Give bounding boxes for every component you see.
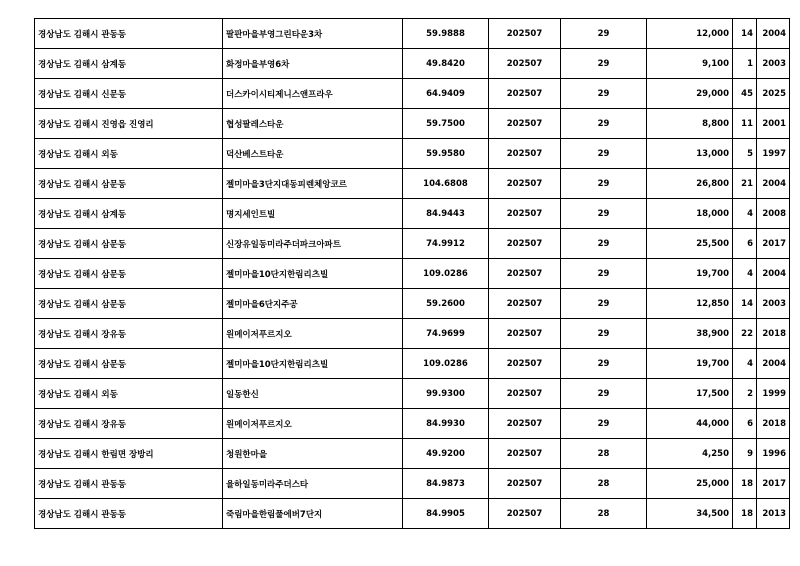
table-row bbox=[35, 409, 790, 439]
contract-month-cell: 202507 bbox=[489, 319, 561, 349]
contract-day-cell: 29 bbox=[561, 409, 647, 439]
price-cell: 18,000 bbox=[647, 199, 733, 229]
complex-name-cell: 젤미마을10단지한림리츠빌 bbox=[223, 259, 403, 289]
address-cell: 경상남도 김해시 삼문동 bbox=[35, 169, 223, 199]
table-row bbox=[35, 349, 790, 379]
complex-name-cell: 율하일동미라주더스타 bbox=[223, 469, 403, 499]
contract-day-cell: 29 bbox=[561, 139, 647, 169]
area-cell: 109.0286 bbox=[403, 259, 489, 289]
table-row bbox=[35, 79, 790, 109]
contract-month-cell: 202507 bbox=[489, 379, 561, 409]
build-year-cell: 2013 bbox=[757, 499, 790, 529]
contract-day-cell: 29 bbox=[561, 199, 647, 229]
build-year-cell: 1996 bbox=[757, 439, 790, 469]
price-cell: 44,000 bbox=[647, 409, 733, 439]
contract-day-cell: 29 bbox=[561, 289, 647, 319]
complex-name-cell: 원메이저푸르지오 bbox=[223, 409, 403, 439]
table-row bbox=[35, 139, 790, 169]
area-cell: 84.9930 bbox=[403, 409, 489, 439]
address-cell: 경상남도 김해시 삼계동 bbox=[35, 49, 223, 79]
contract-month-cell: 202507 bbox=[489, 169, 561, 199]
build-year-cell: 1999 bbox=[757, 379, 790, 409]
complex-name-cell: 더스카이시티제니스앤프라우 bbox=[223, 79, 403, 109]
contract-month-cell: 202507 bbox=[489, 439, 561, 469]
table-row bbox=[35, 199, 790, 229]
table-row bbox=[35, 49, 790, 79]
transaction-sheet bbox=[34, 18, 789, 542]
price-cell: 25,500 bbox=[647, 229, 733, 259]
area-cell: 84.9905 bbox=[403, 499, 489, 529]
contract-day-cell: 29 bbox=[561, 379, 647, 409]
build-year-cell: 2018 bbox=[757, 409, 790, 439]
area-cell: 84.9443 bbox=[403, 199, 489, 229]
price-cell: 19,700 bbox=[647, 259, 733, 289]
address-cell: 경상남도 김해시 관동동 bbox=[35, 469, 223, 499]
build-year-cell: 2004 bbox=[757, 259, 790, 289]
contract-day-cell: 28 bbox=[561, 469, 647, 499]
address-cell: 경상남도 김해시 관동동 bbox=[35, 499, 223, 529]
area-cell: 64.9409 bbox=[403, 79, 489, 109]
address-cell: 경상남도 김해시 삼문동 bbox=[35, 349, 223, 379]
contract-day-cell: 29 bbox=[561, 169, 647, 199]
contract-month-cell: 202507 bbox=[489, 289, 561, 319]
contract-month-cell: 202507 bbox=[489, 469, 561, 499]
contract-month-cell: 202507 bbox=[489, 229, 561, 259]
build-year-cell: 2004 bbox=[757, 349, 790, 379]
area-cell: 59.9580 bbox=[403, 139, 489, 169]
price-cell: 17,500 bbox=[647, 379, 733, 409]
contract-month-cell: 202507 bbox=[489, 79, 561, 109]
transaction-table bbox=[34, 18, 790, 529]
complex-name-cell: 죽림마을한림풀에버7단지 bbox=[223, 499, 403, 529]
floor-cell: 4 bbox=[733, 199, 757, 229]
table-row bbox=[35, 169, 790, 199]
price-cell: 26,800 bbox=[647, 169, 733, 199]
contract-day-cell: 29 bbox=[561, 109, 647, 139]
floor-cell: 14 bbox=[733, 19, 757, 49]
address-cell: 경상남도 김해시 한림면 장방리 bbox=[35, 439, 223, 469]
contract-day-cell: 29 bbox=[561, 49, 647, 79]
area-cell: 74.9699 bbox=[403, 319, 489, 349]
address-cell: 경상남도 김해시 삼문동 bbox=[35, 229, 223, 259]
address-cell: 경상남도 김해시 삼문동 bbox=[35, 259, 223, 289]
complex-name-cell: 팔판마을부영그린타운3차 bbox=[223, 19, 403, 49]
price-cell: 8,800 bbox=[647, 109, 733, 139]
complex-name-cell: 원메이저푸르지오 bbox=[223, 319, 403, 349]
contract-day-cell: 28 bbox=[561, 499, 647, 529]
complex-name-cell: 덕산베스트타운 bbox=[223, 139, 403, 169]
build-year-cell: 2003 bbox=[757, 289, 790, 319]
area-cell: 99.9300 bbox=[403, 379, 489, 409]
floor-cell: 18 bbox=[733, 469, 757, 499]
price-cell: 19,700 bbox=[647, 349, 733, 379]
floor-cell: 6 bbox=[733, 229, 757, 259]
table-row bbox=[35, 109, 790, 139]
complex-name-cell: 젤미마을6단지주공 bbox=[223, 289, 403, 319]
area-cell: 59.7500 bbox=[403, 109, 489, 139]
contract-month-cell: 202507 bbox=[489, 409, 561, 439]
complex-name-cell: 신장유일동미라주더파크아파트 bbox=[223, 229, 403, 259]
contract-month-cell: 202507 bbox=[489, 349, 561, 379]
price-cell: 29,000 bbox=[647, 79, 733, 109]
complex-name-cell: 청원한마을 bbox=[223, 439, 403, 469]
area-cell: 109.0286 bbox=[403, 349, 489, 379]
complex-name-cell: 협성팔레스타운 bbox=[223, 109, 403, 139]
table-row bbox=[35, 469, 790, 499]
build-year-cell: 1997 bbox=[757, 139, 790, 169]
table-row bbox=[35, 289, 790, 319]
area-cell: 49.8420 bbox=[403, 49, 489, 79]
area-cell: 104.6808 bbox=[403, 169, 489, 199]
build-year-cell: 2001 bbox=[757, 109, 790, 139]
contract-month-cell: 202507 bbox=[489, 109, 561, 139]
table-row bbox=[35, 499, 790, 529]
address-cell: 경상남도 김해시 장유동 bbox=[35, 409, 223, 439]
complex-name-cell: 젤미마을10단지한림리츠빌 bbox=[223, 349, 403, 379]
contract-day-cell: 29 bbox=[561, 79, 647, 109]
price-cell: 4,250 bbox=[647, 439, 733, 469]
contract-day-cell: 29 bbox=[561, 319, 647, 349]
price-cell: 25,000 bbox=[647, 469, 733, 499]
table-row bbox=[35, 19, 790, 49]
area-cell: 84.9873 bbox=[403, 469, 489, 499]
table-row bbox=[35, 259, 790, 289]
floor-cell: 4 bbox=[733, 349, 757, 379]
floor-cell: 5 bbox=[733, 139, 757, 169]
floor-cell: 18 bbox=[733, 499, 757, 529]
area-cell: 59.2600 bbox=[403, 289, 489, 319]
price-cell: 12,000 bbox=[647, 19, 733, 49]
contract-month-cell: 202507 bbox=[489, 499, 561, 529]
build-year-cell: 2008 bbox=[757, 199, 790, 229]
area-cell: 49.9200 bbox=[403, 439, 489, 469]
floor-cell: 6 bbox=[733, 409, 757, 439]
floor-cell: 45 bbox=[733, 79, 757, 109]
build-year-cell: 2017 bbox=[757, 469, 790, 499]
complex-name-cell: 젤미마을3단지대동피렌체앙코르 bbox=[223, 169, 403, 199]
complex-name-cell: 화정마을부영6차 bbox=[223, 49, 403, 79]
area-cell: 74.9912 bbox=[403, 229, 489, 259]
complex-name-cell: 일동한신 bbox=[223, 379, 403, 409]
floor-cell: 14 bbox=[733, 289, 757, 319]
price-cell: 13,000 bbox=[647, 139, 733, 169]
contract-month-cell: 202507 bbox=[489, 49, 561, 79]
price-cell: 9,100 bbox=[647, 49, 733, 79]
address-cell: 경상남도 김해시 관동동 bbox=[35, 19, 223, 49]
build-year-cell: 2003 bbox=[757, 49, 790, 79]
contract-day-cell: 29 bbox=[561, 19, 647, 49]
contract-month-cell: 202507 bbox=[489, 199, 561, 229]
contract-day-cell: 28 bbox=[561, 439, 647, 469]
address-cell: 경상남도 김해시 장유동 bbox=[35, 319, 223, 349]
floor-cell: 4 bbox=[733, 259, 757, 289]
floor-cell: 11 bbox=[733, 109, 757, 139]
table-row bbox=[35, 319, 790, 349]
build-year-cell: 2017 bbox=[757, 229, 790, 259]
table-row bbox=[35, 379, 790, 409]
floor-cell: 22 bbox=[733, 319, 757, 349]
floor-cell: 9 bbox=[733, 439, 757, 469]
price-cell: 12,850 bbox=[647, 289, 733, 319]
table-row bbox=[35, 229, 790, 259]
contract-month-cell: 202507 bbox=[489, 19, 561, 49]
address-cell: 경상남도 김해시 신문동 bbox=[35, 79, 223, 109]
build-year-cell: 2018 bbox=[757, 319, 790, 349]
address-cell: 경상남도 김해시 외동 bbox=[35, 139, 223, 169]
area-cell: 59.9888 bbox=[403, 19, 489, 49]
table-row bbox=[35, 439, 790, 469]
floor-cell: 1 bbox=[733, 49, 757, 79]
price-cell: 34,500 bbox=[647, 499, 733, 529]
address-cell: 경상남도 김해시 진영읍 진영리 bbox=[35, 109, 223, 139]
contract-month-cell: 202507 bbox=[489, 259, 561, 289]
floor-cell: 21 bbox=[733, 169, 757, 199]
build-year-cell: 2004 bbox=[757, 169, 790, 199]
contract-day-cell: 29 bbox=[561, 259, 647, 289]
address-cell: 경상남도 김해시 삼문동 bbox=[35, 289, 223, 319]
contract-month-cell: 202507 bbox=[489, 139, 561, 169]
contract-day-cell: 29 bbox=[561, 229, 647, 259]
floor-cell: 2 bbox=[733, 379, 757, 409]
contract-day-cell: 29 bbox=[561, 349, 647, 379]
table-body bbox=[35, 19, 790, 529]
address-cell: 경상남도 김해시 삼계동 bbox=[35, 199, 223, 229]
price-cell: 38,900 bbox=[647, 319, 733, 349]
complex-name-cell: 명지세인트빌 bbox=[223, 199, 403, 229]
build-year-cell: 2025 bbox=[757, 79, 790, 109]
build-year-cell: 2004 bbox=[757, 19, 790, 49]
address-cell: 경상남도 김해시 외동 bbox=[35, 379, 223, 409]
